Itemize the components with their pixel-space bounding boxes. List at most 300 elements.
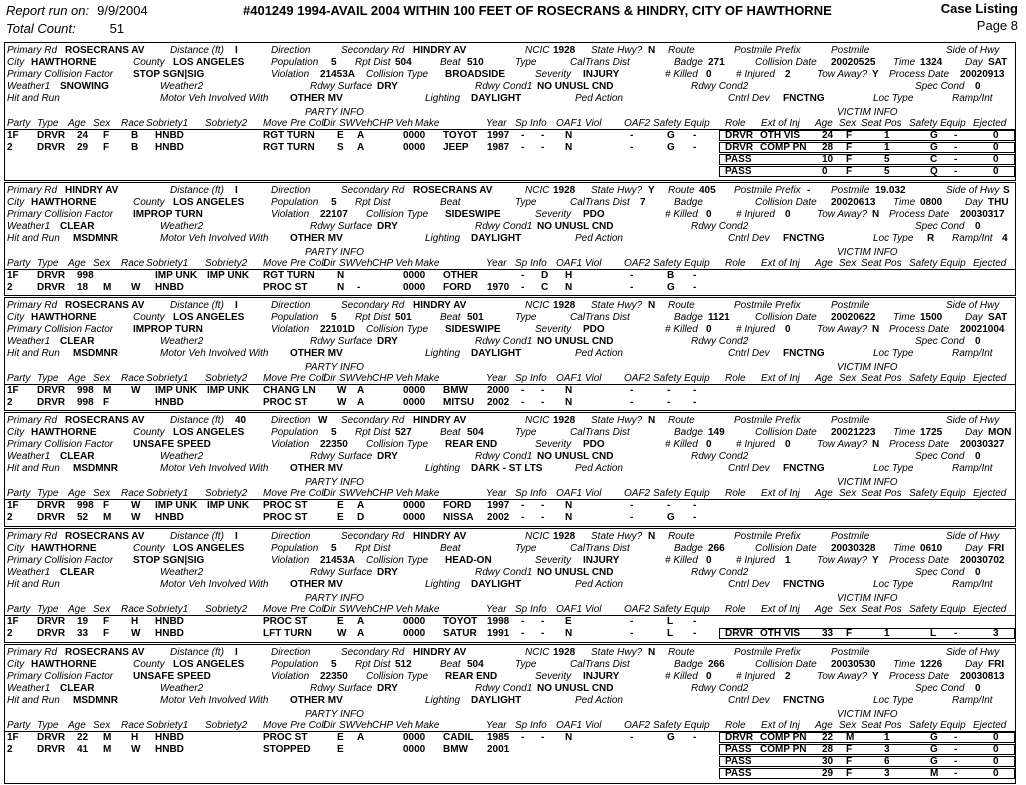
mviw-label: Motor Veh Involved With (160, 463, 269, 474)
victim-sex: F (846, 628, 853, 639)
party-col-3: Sex (93, 488, 111, 499)
party-col-7: Move Pre Coll (263, 604, 326, 615)
weather1-label: Weather1 (7, 221, 51, 232)
badge-value: 1121 (708, 312, 730, 323)
distance-value: I (235, 185, 238, 196)
party-viol: N (565, 512, 573, 523)
pcf-value: IMPROP TURN (133, 209, 203, 220)
party-chp: 0000 (403, 512, 426, 523)
spec-cond-value: 0 (975, 336, 981, 347)
secondary-rd-value: ROSECRANS AV (413, 185, 493, 196)
injured-value: 2 (785, 69, 791, 80)
party-column-header (5, 373, 1015, 385)
ramp-int-label: Ramp/Int (952, 695, 993, 706)
hit-and-run-label: Hit and Run (7, 233, 60, 244)
party-oaf1: - (541, 142, 545, 153)
party-sob1: HNBD (155, 744, 184, 755)
population-value: 5 (331, 312, 337, 323)
population-value: 5 (331, 57, 337, 68)
victim-ejected: 0 (993, 756, 999, 767)
party-chp: 0000 (403, 142, 426, 153)
mviw-value: OTHER MV (290, 348, 343, 359)
party-row (5, 270, 1015, 281)
postmile-label: Postmile (831, 415, 870, 426)
county-label: County (133, 543, 165, 554)
killed-value: 0 (706, 671, 712, 682)
party-sob2: IMP UNK (207, 270, 250, 281)
party-age: 29 (77, 142, 89, 153)
direction-label: Direction (271, 531, 311, 542)
party-col-5: Sobriety1 (146, 118, 189, 129)
direction-label: Direction (271, 415, 311, 426)
party-col-15: OAF1 (556, 118, 583, 129)
party-sw: A (357, 130, 365, 141)
page-number: Page 8 (976, 18, 1018, 33)
victim-role: PASS (725, 756, 752, 767)
ped-action-label: Ped Action (575, 233, 623, 244)
population-label: Population (271, 543, 319, 554)
victim-col-5: Safety Equip (909, 118, 966, 129)
beat-value: 501 (467, 312, 484, 323)
direction-label: Direction (271, 647, 311, 658)
rpt-dist-label: Rpt Dist (355, 659, 391, 670)
victim-col-1: Ext of Inj (761, 373, 800, 384)
victim-age: 28 (822, 744, 834, 755)
party-oaf2: - (630, 628, 634, 639)
county-label: County (133, 427, 165, 438)
tow-away-label: Tow Away? (817, 209, 868, 220)
party-oaf1: - (541, 628, 545, 639)
rpt-dist-value: 501 (395, 312, 412, 323)
party-col-6: Sobriety2 (205, 258, 248, 269)
primary-rd-label: Primary Rd (7, 647, 58, 658)
collision-date-label: Collision Date (755, 197, 817, 208)
tow-away-value: N (872, 324, 880, 335)
party-safety: G (667, 130, 675, 141)
party-sob2: IMP UNK (207, 500, 250, 511)
rdwy-cond1-value: NO UNUSL CND (537, 81, 614, 92)
city-label: City (7, 427, 25, 438)
victim-col-3: Sex (839, 258, 857, 269)
victim-col-5: Safety Equip (909, 604, 966, 615)
postmile-label: Postmile (831, 531, 870, 542)
party-oaf1: D (541, 270, 549, 281)
victim-safety2: - (954, 142, 958, 153)
victim-col-0: Role (725, 118, 746, 129)
severity-value: INJURY (583, 671, 620, 682)
time-value: 1226 (920, 659, 943, 670)
ped-action-label: Ped Action (575, 579, 623, 590)
party-col-13: Year (486, 118, 507, 129)
party-col-16: Viol (585, 488, 602, 499)
victim-col-0: Role (725, 604, 746, 615)
tow-away-value: N (872, 439, 880, 450)
party-col-11: CHP Veh (372, 604, 413, 615)
party-sp-info: - (521, 512, 525, 523)
population-label: Population (271, 197, 319, 208)
weather2-label: Weather2 (160, 451, 204, 462)
party-sex: F (103, 616, 110, 627)
party-col-0: Party (7, 604, 31, 615)
party-col-15: OAF1 (556, 488, 583, 499)
party-safety: - (667, 397, 671, 408)
party-col-17: OAF2 (624, 488, 651, 499)
ped-action-label: Ped Action (575, 463, 623, 474)
party-col-0: Party (7, 373, 31, 384)
rdwy-cond2-label: Rdwy Cond2 (691, 81, 749, 92)
party-dir: W (337, 628, 347, 639)
party-safety2: - (693, 397, 697, 408)
party-type: DRVR (37, 385, 66, 396)
party-row (5, 500, 1015, 511)
party-safety: L (667, 628, 674, 639)
injured-label: # Injured (736, 69, 775, 80)
party-sp-info: - (521, 130, 525, 141)
party-safety: G (667, 512, 675, 523)
victim-safety2: - (954, 130, 958, 141)
victim-col-1: Ext of Inj (761, 488, 800, 499)
collision-type-label: Collision Type (366, 209, 429, 220)
side-of-hwy-label: Side of Hwy (946, 300, 1000, 311)
weather2-label: Weather2 (160, 81, 204, 92)
rpt-dist-value: 512 (395, 659, 412, 670)
party-safety2: - (693, 282, 697, 293)
victim-info-heading: VICTIM INFO (837, 107, 898, 118)
party-safety2: - (693, 270, 697, 281)
postmile-prefix-label: Postmile Prefix (734, 185, 801, 196)
violation-label: Violation (271, 324, 310, 335)
victim-info-heading: VICTIM INFO (837, 477, 898, 488)
pcf-label: Primary Collision Factor (7, 439, 114, 450)
tow-away-label: Tow Away? (817, 324, 868, 335)
ncic-label: NCIC (525, 300, 550, 311)
victim-sex: F (846, 142, 853, 153)
party: 2 (7, 512, 13, 523)
party-move: PROC ST (263, 512, 308, 523)
victim-age: 28 (822, 142, 834, 153)
party-age: 19 (77, 616, 89, 627)
victim-safety: G (930, 130, 938, 141)
cntrl-dev-value: FNCTNG (783, 463, 825, 474)
party-info-heading: PARTY INFO (305, 709, 364, 720)
party-col-1: Type (37, 488, 59, 499)
party-race: W (131, 500, 141, 511)
killed-label: # Killed (665, 69, 698, 80)
party-col-18: Safety Equip (653, 258, 710, 269)
time-label: Time (893, 197, 916, 208)
party-col-9: SW (339, 720, 356, 731)
distance-label: Distance (ft) (170, 185, 224, 196)
party-race: W (131, 282, 141, 293)
victim-safety: L (930, 628, 937, 639)
party-col-13: Year (486, 720, 507, 731)
lighting-value: DAYLIGHT (471, 695, 522, 706)
party-info-heading: PARTY INFO (305, 362, 364, 373)
ped-action-label: Ped Action (575, 93, 623, 104)
party-oaf2: - (630, 270, 634, 281)
party-sex: M (103, 282, 112, 293)
party: 1F (7, 616, 19, 627)
badge-label: Badge (674, 312, 703, 323)
collision-date-value: 20030328 (831, 543, 876, 554)
victim-role: DRVR (725, 142, 754, 153)
state-hwy-label: State Hwy? (591, 45, 643, 56)
victim-info-heading: VICTIM INFO (837, 247, 898, 258)
killed-label: # Killed (665, 439, 698, 450)
victim-age: 22 (822, 732, 834, 743)
party: 2 (7, 282, 13, 293)
party-sp-info: - (521, 397, 525, 408)
party: 2 (7, 744, 13, 755)
victim-row (719, 130, 1015, 141)
weather2-label: Weather2 (160, 221, 204, 232)
party-sw: A (357, 500, 365, 511)
collision-date-value: 20020613 (831, 197, 876, 208)
party-sp-info: - (521, 732, 525, 743)
primary-rd-value: ROSECRANS AV (65, 45, 145, 56)
victim-col-1: Ext of Inj (761, 258, 800, 269)
victim-ejected: 0 (993, 154, 999, 165)
party-safety2: - (693, 628, 697, 639)
injured-label: # Injured (736, 555, 775, 566)
city-value: HAWTHORNE (31, 197, 97, 208)
party-sob1: IMP UNK (155, 385, 198, 396)
lighting-label: Lighting (425, 348, 461, 359)
population-label: Population (271, 312, 319, 323)
party-chp: 0000 (403, 282, 426, 293)
victim-ejected: 3 (993, 628, 999, 639)
victim-info-heading: VICTIM INFO (837, 709, 898, 720)
route-label: Route (668, 45, 695, 56)
party-race: W (131, 628, 141, 639)
party-col-15: OAF1 (556, 373, 583, 384)
party-col-12: Make (415, 118, 440, 129)
party-oaf1: - (541, 130, 545, 141)
distance-label: Distance (ft) (170, 415, 224, 426)
party-col-8: Dir (323, 118, 336, 129)
party-sex: F (103, 397, 110, 408)
state-hwy-value: N (648, 415, 656, 426)
collision-date-label: Collision Date (755, 57, 817, 68)
beat-value: 504 (467, 427, 484, 438)
party-col-5: Sobriety1 (146, 604, 189, 615)
party-col-4: Race (121, 720, 145, 731)
killed-value: 0 (706, 209, 712, 220)
victim-row (719, 166, 1015, 177)
party-move: PROC ST (263, 732, 308, 743)
tow-away-label: Tow Away? (817, 439, 868, 450)
party-oaf1: C (541, 282, 549, 293)
party-year: 2000 (487, 385, 510, 396)
rpt-dist-label: Rpt Dist (355, 427, 391, 438)
caltrans-dist-label: CalTrans Dist (570, 543, 630, 554)
lighting-label: Lighting (425, 579, 461, 590)
party-viol: N (565, 142, 573, 153)
process-date-label: Process Date (889, 439, 950, 450)
party-sex: F (103, 500, 110, 511)
party-sob2: IMP UNK (207, 385, 250, 396)
rdwy-surface-value: DRY (377, 567, 398, 578)
rdwy-cond1-value: NO UNUSL CND (537, 221, 614, 232)
collision-type-value: REAR END (445, 439, 498, 450)
ramp-int-label: Ramp/Int (952, 93, 993, 104)
party-col-1: Type (37, 720, 59, 731)
party-sex: M (103, 385, 112, 396)
victim-col-0: Role (725, 488, 746, 499)
party-sob1: HNBD (155, 397, 184, 408)
process-date-label: Process Date (889, 69, 950, 80)
tow-away-value: Y (872, 69, 879, 80)
badge-label: Badge (674, 427, 703, 438)
party-col-2: Age (68, 118, 86, 129)
rdwy-surface-value: DRY (377, 451, 398, 462)
ncic-value: 1928 (553, 531, 576, 542)
city-value: HAWTHORNE (31, 57, 97, 68)
victim-role: PASS (725, 768, 752, 779)
violation-label: Violation (271, 555, 310, 566)
rdwy-surface-value: DRY (377, 221, 398, 232)
rdwy-surface-value: DRY (377, 336, 398, 347)
victim-seat-pos: 1 (884, 130, 890, 141)
party-oaf2: - (630, 130, 634, 141)
population-value: 5 (331, 543, 337, 554)
mviw-label: Motor Veh Involved With (160, 93, 269, 104)
party-col-4: Race (121, 118, 145, 129)
victim-col-3: Sex (839, 488, 857, 499)
party-col-14: Sp Info (515, 258, 547, 269)
case-listing-label: Case Listing (940, 1, 1018, 16)
party: 1F (7, 500, 19, 511)
rdwy-surface-label: Rdwy Surface (310, 81, 373, 92)
party-col-9: SW (339, 604, 356, 615)
party-column-header (5, 720, 1015, 732)
victim-row (719, 154, 1015, 165)
time-label: Time (893, 427, 916, 438)
process-date-value: 20020913 (960, 69, 1005, 80)
party-col-8: Dir (323, 720, 336, 731)
party-dir: W (337, 385, 347, 396)
postmile-prefix-label: Postmile Prefix (734, 45, 801, 56)
party-viol: N (565, 732, 573, 743)
weather1-value: CLEAR (60, 221, 95, 232)
party-year: 1998 (487, 616, 510, 627)
party-oaf1: - (541, 616, 545, 627)
rdwy-cond1-label: Rdwy Cond1 (475, 221, 533, 232)
lighting-label: Lighting (425, 695, 461, 706)
party-move: RGT TURN (263, 130, 315, 141)
hit-and-run-label: Hit and Run (7, 463, 60, 474)
victim-col-6: Ejected (973, 604, 1007, 615)
victim-age: 29 (822, 768, 834, 779)
badge-label: Badge (674, 543, 703, 554)
county-value: LOS ANGELES (173, 543, 245, 554)
party-col-7: Move Pre Coll (263, 488, 326, 499)
party-col-1: Type (37, 258, 59, 269)
process-date-label: Process Date (889, 671, 950, 682)
party-make: FORD (443, 282, 472, 293)
rpt-dist-label: Rpt Dist (355, 57, 391, 68)
party-col-1: Type (37, 373, 59, 384)
time-value: 0800 (920, 197, 943, 208)
victim-row (719, 756, 1015, 767)
direction-value: W (318, 415, 328, 426)
loc-type-label: Loc Type (873, 348, 914, 359)
party-safety2: - (693, 142, 697, 153)
party-col-15: OAF1 (556, 258, 583, 269)
victim-role: DRVR (725, 130, 754, 141)
party-age: 998 (77, 385, 94, 396)
party-race: W (131, 744, 141, 755)
badge-value: 149 (708, 427, 725, 438)
weather1-label: Weather1 (7, 81, 51, 92)
tow-away-label: Tow Away? (817, 69, 868, 80)
collision-type-value: SIDESWIPE (445, 209, 501, 220)
party-dir: E (337, 130, 344, 141)
collision-type-label: Collision Type (366, 439, 429, 450)
collision-type-label: Collision Type (366, 671, 429, 682)
party-move: CHANG LN (263, 385, 316, 396)
county-value: LOS ANGELES (173, 659, 245, 670)
victim-row (719, 768, 1015, 779)
secondary-rd-label: Secondary Rd (341, 531, 405, 542)
collision-type-value: BROADSIDE (445, 69, 506, 80)
lighting-value: DAYLIGHT (471, 93, 522, 104)
beat-label: Beat (440, 427, 461, 438)
party-make: BMW (443, 744, 468, 755)
party-type: DRVR (37, 282, 66, 293)
party-col-11: CHP Veh (372, 720, 413, 731)
party-type: DRVR (37, 744, 66, 755)
city-value: HAWTHORNE (31, 543, 97, 554)
primary-rd-value: ROSECRANS AV (65, 531, 145, 542)
victim-safety2: - (954, 756, 958, 767)
weather1-value: CLEAR (60, 683, 95, 694)
mviw-label: Motor Veh Involved With (160, 695, 269, 706)
party-info-heading: PARTY INFO (305, 247, 364, 258)
caltrans-dist-label: CalTrans Dist (570, 312, 630, 323)
party-col-5: Sobriety1 (146, 258, 189, 269)
victim-role: PASS (725, 744, 752, 755)
badge-label: Badge (674, 659, 703, 670)
distance-value: I (235, 300, 238, 311)
party-age: 52 (77, 512, 89, 523)
collision-record (4, 182, 1016, 296)
party-sex: F (103, 130, 110, 141)
party-col-17: OAF2 (624, 258, 651, 269)
party-col-2: Age (68, 604, 86, 615)
killed-value: 0 (706, 324, 712, 335)
day-label: Day (965, 543, 983, 554)
victim-safety: G (930, 732, 938, 743)
pcf-value: UNSAFE SPEED (133, 671, 211, 682)
victim-age: 24 (822, 130, 834, 141)
pcf-value: STOP SGN|SIG (133, 555, 205, 566)
party-col-10: Veh (355, 373, 373, 384)
party-sob1: IMP UNK (155, 270, 198, 281)
victim-row (719, 744, 1015, 755)
party-chp: 0000 (403, 397, 426, 408)
party-col-4: Race (121, 258, 145, 269)
postmile-prefix-label: Postmile Prefix (734, 300, 801, 311)
violation-value: 22350 (320, 439, 348, 450)
postmile-value: 19.032 (875, 185, 906, 196)
rdwy-surface-label: Rdwy Surface (310, 336, 373, 347)
party-col-7: Move Pre Coll (263, 118, 326, 129)
victim-safety: C (930, 154, 938, 165)
injured-value: 0 (785, 439, 791, 450)
ncic-value: 1928 (553, 45, 576, 56)
injured-value: 0 (785, 209, 791, 220)
